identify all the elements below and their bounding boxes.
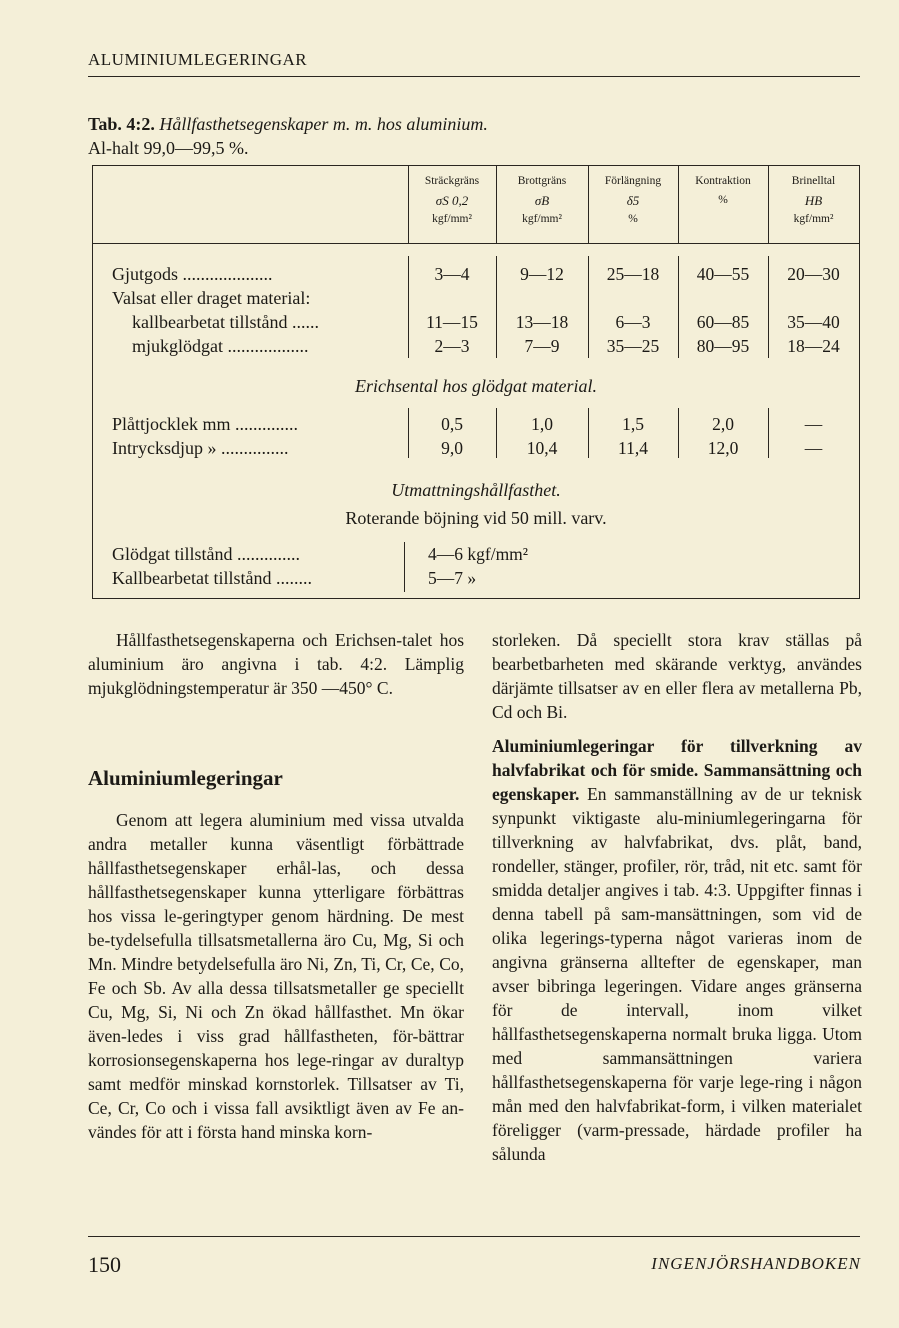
- table-cell: 11,4: [618, 438, 648, 458]
- col-header-line: Sträckgräns: [424, 175, 480, 187]
- col-header-kontraktion: [678, 172, 768, 210]
- table-cell: 12,0: [707, 438, 739, 458]
- table-cell: 13—18: [515, 312, 569, 332]
- col-header-line: Brinelltal: [791, 175, 836, 187]
- caption-label: Tab. 4:2.: [88, 114, 155, 134]
- table-cell: 35—40: [787, 312, 840, 332]
- paragraph: Hållfasthetsegenskaperna och Erichsen-talet hos aluminium äro angivna i tab. 4:2. Lämplig mjukglödningstemperatur är 350 —450° C.: [88, 630, 464, 698]
- col-header-symbol: HB: [804, 193, 823, 208]
- col-header-brottgrans: [496, 172, 588, 229]
- page-number: 150: [88, 1252, 121, 1277]
- table-cell: 80—95: [696, 336, 750, 356]
- paragraph: En sammanställning av de ur teknisk synpunkt viktigaste alu-miniumlegeringarna för tillverkning av halvfabrikat, dvs. plåt, band, rondeller, stänger, profiler, rör, tråd, nit etc. samt för smidda detaljer angives i tab. 4:3. Uppgifter finnas i denna tabell på sam-mansättningen, som vid de olika legerings-typerna något varieras inom de angivna gränserna alltefter de egenskaper, man avser bibringa legeringen. Vidare anges gränserna för de intervall, inom vilket hållfasthetsegenskaperna normalt bruka ligga. Utom med sammansättningen variera hållfasthetsegenskaperna för varje lege-ring i någon mån med den halvfabrikat-form, i vilken materialet föreligger (varm-pressade, härdade profiler ha sålunda: [492, 784, 863, 1164]
- table-cell: 10,4: [526, 438, 558, 458]
- col-header-unit: kgf/mm²: [793, 213, 834, 225]
- row-label-intrycksdjup: Intrycksdjup » ...............: [112, 438, 289, 458]
- row-label-glodgat: Glödgat tillstånd ..............: [112, 544, 300, 564]
- footer-rule: [88, 1236, 860, 1237]
- col-header-line: Kontraktion: [695, 175, 751, 187]
- running-head: ALUMINIUMLEGERINGAR: [88, 50, 308, 69]
- table-cell: 6—3: [615, 312, 651, 332]
- table-head-rule: [92, 243, 860, 244]
- table-cell: 18—24: [787, 336, 840, 356]
- table-caption: [88, 112, 788, 160]
- col-header-symbol: σS 0,2: [435, 193, 469, 208]
- table-top-rule: [92, 165, 860, 166]
- col-header-line: Brottgräns: [517, 175, 567, 187]
- fatigue-subtitle: Roterande böjning vid 50 mill. varv.: [345, 508, 607, 528]
- table-cell: 1,0: [531, 414, 553, 434]
- table-cell: —: [804, 438, 823, 458]
- row-label-plattjocklek: Plåttjocklek mm ..............: [112, 414, 298, 434]
- col-header-brinelltal: [768, 172, 859, 229]
- table-cell: 9—12: [520, 264, 564, 284]
- subheading-lead: Aluminiumlegeringar för tillverkning av halvfabrikat och för smide. Sammansättning och egenskaper.: [492, 736, 862, 804]
- col-header-unit: %: [628, 213, 638, 225]
- row-label-valsat: Valsat eller draget material:: [112, 288, 311, 308]
- table-cell: —: [804, 414, 823, 434]
- table-cell: 9,0: [441, 438, 463, 458]
- col-header-symbol: δ5: [626, 193, 640, 208]
- book-title: INGENJÖRSHANDBOKEN: [651, 1254, 861, 1273]
- table-cell: 0,5: [441, 414, 463, 434]
- col-header-line: Förlängning: [604, 175, 662, 187]
- table-cell: 25—18: [606, 264, 660, 284]
- table-cell: 35—25: [606, 336, 660, 356]
- table-cell: 5—7 »: [428, 568, 477, 588]
- table-bottom-rule: [92, 598, 860, 599]
- erichsen-title: Erichsental hos glödgat material.: [355, 376, 597, 396]
- caption-title: Hållfasthetsegenskaper m. m. hos aluminium.: [159, 114, 488, 134]
- col-sep: [404, 542, 405, 592]
- right-para-1: [492, 628, 862, 724]
- table-cell: 7—9: [524, 336, 560, 356]
- paragraph: storleken. Då speciellt stora krav ställas på bearbetbarheten med skärande verktyg, användes därjämte tillsatser av en eller flera av metallerna Pb, Cd och Bi.: [492, 630, 862, 722]
- table-cell: 40—55: [696, 264, 750, 284]
- table-cell: 4—6 kgf/mm²: [428, 544, 529, 564]
- row-label-gjutgods: Gjutgods ....................: [112, 264, 273, 284]
- col-header-strackgrans: [408, 172, 496, 229]
- table-cell: 3—4: [434, 264, 470, 284]
- row-label-kallbearbetat: kallbearbetat tillstånd ......: [132, 312, 319, 332]
- paragraph: Genom att legera aluminium med vissa utvalda andra metaller kunna väsentligt förbättrade hållfasthetsegenskaper erhål-las, och dessa hållfasthetsegenskaper kunna ytterligare förbättras hos vissa le-geringtyper genom härdning. De mest be-tydelsefulla tillsatsmetallerna äro Cu, Mg, Si och Mn. Mindre betydelsefulla äro Ni, Zn, Ti, Cr, Ce, Co, Fe och Sb. Av alla dessa tillsatsmetaller ge speciellt Cu, Mg, Si, Ni och Zn ökad hållfasthet. Mn ökar även-ledes i viss grad hållfastheten, för-bättrar korrosionsegenskaperna hos lege-ringar av duraltyp samt medför minskad kornstorlek. Tillsatser av Ti, Ce, Cr, Co och i vissa fall avsiktligt även av Fe an-vändes för att i första hand minska korn-: [88, 810, 464, 1142]
- fatigue-title: Utmattningshållfasthet.: [391, 480, 561, 500]
- right-para-2: [492, 734, 862, 1166]
- table-cell: 2—3: [434, 336, 470, 356]
- left-para-2: [88, 808, 464, 1144]
- row-label-mjukglodgat: mjukglödgat ..................: [132, 336, 309, 356]
- col-header-forlangning: [588, 172, 678, 229]
- section-heading: Aluminiumlegeringar: [88, 766, 283, 790]
- table-cell: 2,0: [712, 414, 734, 434]
- header-rule: [88, 76, 860, 77]
- table-cell: 1,5: [622, 414, 644, 434]
- col-header-unit: %: [718, 194, 728, 206]
- table-cell: 20—30: [787, 264, 840, 284]
- left-para-1: [88, 628, 464, 700]
- col-header-unit: kgf/mm²: [432, 213, 472, 225]
- col-header-symbol: σB: [534, 193, 550, 208]
- table-cell: 60—85: [696, 312, 750, 332]
- table-cell: 11—15: [426, 312, 478, 332]
- caption-line2: Al-halt 99,0—99,5 %.: [88, 138, 249, 158]
- col-header-unit: kgf/mm²: [522, 213, 562, 225]
- row-label-kallbearbetat-fatigue: Kallbearbetat tillstånd ........: [112, 568, 312, 588]
